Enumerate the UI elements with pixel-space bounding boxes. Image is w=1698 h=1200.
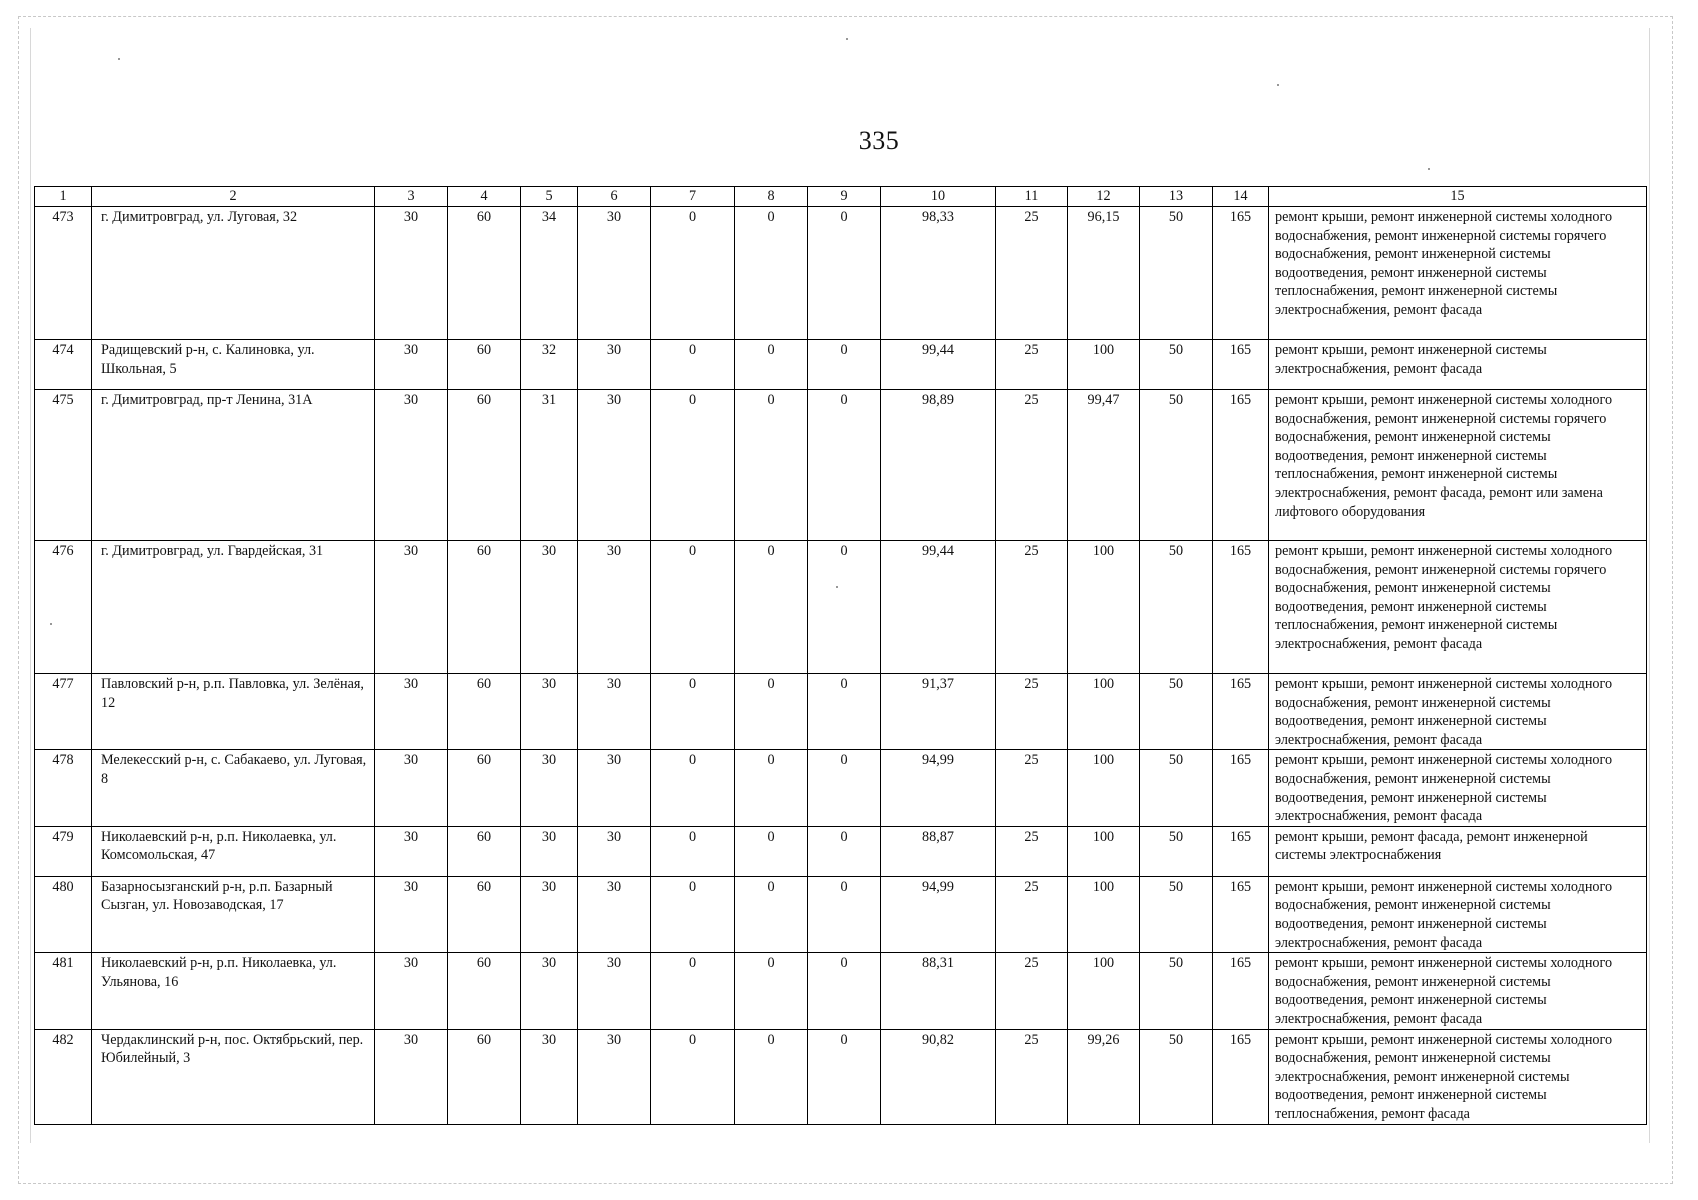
value-cell: 30	[521, 953, 578, 1029]
column-header: 9	[808, 187, 881, 207]
works-cell: ремонт крыши, ремонт инженерной системы холодного водоснабжения, ремонт инженерной системы горячего водоснабжения, ремонт инженерной системы водоотведения, ремонт инженерной системы теплоснабжения, ремонт инженерной системы электроснабжения, ремонт фасада	[1269, 541, 1647, 674]
value-cell: 0	[808, 541, 881, 674]
works-cell: ремонт крыши, ремонт фасада, ремонт инженерной системы электроснабжения	[1269, 826, 1647, 876]
value-cell: 34	[521, 207, 578, 340]
row-number: 473	[35, 207, 92, 340]
scan-speck	[1428, 168, 1430, 170]
value-cell: 60	[448, 826, 521, 876]
value-cell: 165	[1213, 390, 1269, 541]
works-cell: ремонт крыши, ремонт инженерной системы холодного водоснабжения, ремонт инженерной системы горячего водоснабжения, ремонт инженерной системы водоотведения, ремонт инженерной системы теплоснабжения, ремонт инженерной системы электроснабжения, ремонт фасада	[1269, 207, 1647, 340]
value-cell: 50	[1140, 674, 1213, 750]
column-header: 10	[881, 187, 996, 207]
address-cell: Павловский р-н, р.п. Павловка, ул. Зелёная, 12	[92, 674, 375, 750]
value-cell: 50	[1140, 390, 1213, 541]
value-cell: 0	[735, 1029, 808, 1124]
value-cell: 50	[1140, 876, 1213, 952]
value-cell: 98,89	[881, 390, 996, 541]
value-cell: 0	[808, 340, 881, 390]
value-cell: 30	[375, 207, 448, 340]
value-cell: 0	[651, 1029, 735, 1124]
table-row	[35, 953, 1647, 1029]
value-cell: 0	[651, 953, 735, 1029]
value-cell: 60	[448, 953, 521, 1029]
value-cell: 0	[651, 541, 735, 674]
address-cell: Николаевский р-н, р.п. Николаевка, ул. Ульянова, 16	[92, 953, 375, 1029]
value-cell: 25	[996, 953, 1068, 1029]
column-header: 13	[1140, 187, 1213, 207]
scan-speck	[846, 38, 848, 40]
column-header: 8	[735, 187, 808, 207]
table-row	[35, 1029, 1647, 1124]
value-cell: 100	[1068, 750, 1140, 826]
row-number: 479	[35, 826, 92, 876]
table-row	[35, 390, 1647, 541]
works-cell: ремонт крыши, ремонт инженерной системы холодного водоснабжения, ремонт инженерной системы водоотведения, ремонт инженерной системы электроснабжения, ремонт фасада	[1269, 876, 1647, 952]
value-cell: 0	[651, 750, 735, 826]
value-cell: 30	[578, 1029, 651, 1124]
value-cell: 30	[578, 674, 651, 750]
value-cell: 0	[808, 876, 881, 952]
value-cell: 30	[578, 826, 651, 876]
row-number: 481	[35, 953, 92, 1029]
value-cell: 88,31	[881, 953, 996, 1029]
value-cell: 30	[375, 826, 448, 876]
value-cell: 0	[808, 953, 881, 1029]
value-cell: 50	[1140, 340, 1213, 390]
table-row	[35, 750, 1647, 826]
value-cell: 60	[448, 750, 521, 826]
value-cell: 94,99	[881, 876, 996, 952]
value-cell: 91,37	[881, 674, 996, 750]
value-cell: 30	[375, 953, 448, 1029]
address-cell: Чердаклинский р-н, пос. Октябрьский, пер. Юбилейный, 3	[92, 1029, 375, 1124]
address-cell: Мелекесский р-н, с. Сабакаево, ул. Луговая, 8	[92, 750, 375, 826]
value-cell: 30	[375, 876, 448, 952]
value-cell: 25	[996, 340, 1068, 390]
value-cell: 30	[521, 1029, 578, 1124]
value-cell: 50	[1140, 953, 1213, 1029]
column-header: 2	[92, 187, 375, 207]
value-cell: 0	[735, 674, 808, 750]
value-cell: 30	[521, 876, 578, 952]
table-row	[35, 541, 1647, 674]
value-cell: 25	[996, 390, 1068, 541]
address-cell: Николаевский р-н, р.п. Николаевка, ул. Комсомольская, 47	[92, 826, 375, 876]
value-cell: 99,47	[1068, 390, 1140, 541]
table-row	[35, 340, 1647, 390]
value-cell: 30	[375, 541, 448, 674]
row-number: 482	[35, 1029, 92, 1124]
value-cell: 165	[1213, 826, 1269, 876]
column-header: 3	[375, 187, 448, 207]
value-cell: 30	[521, 750, 578, 826]
value-cell: 100	[1068, 876, 1140, 952]
value-cell: 0	[735, 541, 808, 674]
table-row	[35, 876, 1647, 952]
works-cell: ремонт крыши, ремонт инженерной системы холодного водоснабжения, ремонт инженерной системы электроснабжения, ремонт инженерной системы водоотведения, ремонт инженерной системы теплоснабжения, ремонт фасада	[1269, 1029, 1647, 1124]
value-cell: 32	[521, 340, 578, 390]
value-cell: 165	[1213, 207, 1269, 340]
value-cell: 99,44	[881, 541, 996, 674]
column-header: 7	[651, 187, 735, 207]
value-cell: 25	[996, 207, 1068, 340]
address-cell: г. Димитровград, пр-т Ленина, 31А	[92, 390, 375, 541]
value-cell: 0	[808, 826, 881, 876]
value-cell: 100	[1068, 674, 1140, 750]
value-cell: 60	[448, 541, 521, 674]
table-row	[35, 207, 1647, 340]
value-cell: 99,26	[1068, 1029, 1140, 1124]
value-cell: 50	[1140, 541, 1213, 674]
value-cell: 0	[808, 1029, 881, 1124]
value-cell: 98,33	[881, 207, 996, 340]
table-row	[35, 674, 1647, 750]
value-cell: 100	[1068, 826, 1140, 876]
page-number: 335	[858, 126, 900, 155]
scan-speck	[1277, 84, 1279, 86]
value-cell: 100	[1068, 953, 1140, 1029]
value-cell: 50	[1140, 1029, 1213, 1124]
value-cell: 100	[1068, 340, 1140, 390]
value-cell: 60	[448, 340, 521, 390]
value-cell: 30	[375, 674, 448, 750]
scan-speck	[118, 58, 120, 60]
address-cell: Радищевский р-н, с. Калиновка, ул. Школьная, 5	[92, 340, 375, 390]
value-cell: 0	[651, 207, 735, 340]
value-cell: 165	[1213, 1029, 1269, 1124]
works-cell: ремонт крыши, ремонт инженерной системы холодного водоснабжения, ремонт инженерной системы водоотведения, ремонт инженерной системы электроснабжения, ремонт фасада	[1269, 750, 1647, 826]
table-header-row	[35, 187, 1647, 207]
value-cell: 30	[578, 541, 651, 674]
value-cell: 165	[1213, 750, 1269, 826]
column-header: 15	[1269, 187, 1647, 207]
value-cell: 90,82	[881, 1029, 996, 1124]
value-cell: 99,44	[881, 340, 996, 390]
column-header: 12	[1068, 187, 1140, 207]
value-cell: 0	[808, 674, 881, 750]
value-cell: 165	[1213, 674, 1269, 750]
value-cell: 30	[578, 750, 651, 826]
column-header: 14	[1213, 187, 1269, 207]
table-container	[34, 186, 1646, 1125]
value-cell: 165	[1213, 876, 1269, 952]
value-cell: 30	[521, 541, 578, 674]
value-cell: 30	[578, 340, 651, 390]
value-cell: 60	[448, 674, 521, 750]
column-header: 1	[35, 187, 92, 207]
value-cell: 30	[578, 207, 651, 340]
value-cell: 30	[578, 390, 651, 541]
address-cell: г. Димитровград, ул. Луговая, 32	[92, 207, 375, 340]
column-header: 6	[578, 187, 651, 207]
row-number: 478	[35, 750, 92, 826]
value-cell: 0	[735, 750, 808, 826]
value-cell: 50	[1140, 826, 1213, 876]
value-cell: 30	[521, 674, 578, 750]
value-cell: 25	[996, 826, 1068, 876]
value-cell: 50	[1140, 207, 1213, 340]
value-cell: 0	[808, 207, 881, 340]
value-cell: 25	[996, 1029, 1068, 1124]
value-cell: 30	[578, 953, 651, 1029]
value-cell: 94,99	[881, 750, 996, 826]
value-cell: 60	[448, 1029, 521, 1124]
row-number: 475	[35, 390, 92, 541]
repair-works-table	[34, 186, 1647, 1125]
value-cell: 25	[996, 674, 1068, 750]
value-cell: 60	[448, 390, 521, 541]
value-cell: 88,87	[881, 826, 996, 876]
value-cell: 0	[735, 953, 808, 1029]
value-cell: 0	[735, 340, 808, 390]
value-cell: 50	[1140, 750, 1213, 826]
address-cell: Базарносызганский р-н, р.п. Базарный Сызган, ул. Новозаводская, 17	[92, 876, 375, 952]
column-header: 5	[521, 187, 578, 207]
value-cell: 31	[521, 390, 578, 541]
column-header: 11	[996, 187, 1068, 207]
value-cell: 30	[375, 750, 448, 826]
value-cell: 96,15	[1068, 207, 1140, 340]
value-cell: 25	[996, 876, 1068, 952]
value-cell: 30	[375, 1029, 448, 1124]
value-cell: 0	[651, 340, 735, 390]
column-header: 4	[448, 187, 521, 207]
works-cell: ремонт крыши, ремонт инженерной системы холодного водоснабжения, ремонт инженерной системы водоотведения, ремонт инженерной системы электроснабжения, ремонт фасада	[1269, 953, 1647, 1029]
value-cell: 0	[735, 826, 808, 876]
row-number: 477	[35, 674, 92, 750]
row-number: 474	[35, 340, 92, 390]
value-cell: 165	[1213, 953, 1269, 1029]
value-cell: 30	[521, 826, 578, 876]
value-cell: 30	[375, 390, 448, 541]
works-cell: ремонт крыши, ремонт инженерной системы электроснабжения, ремонт фасада	[1269, 340, 1647, 390]
value-cell: 0	[651, 876, 735, 952]
value-cell: 0	[651, 390, 735, 541]
row-number: 480	[35, 876, 92, 952]
works-cell: ремонт крыши, ремонт инженерной системы холодного водоснабжения, ремонт инженерной системы горячего водоснабжения, ремонт инженерной системы водоотведения, ремонт инженерной системы теплоснабжения, ремонт инженерной системы электроснабжения, ремонт фасада, ремонт или замена лифтового оборудования	[1269, 390, 1647, 541]
value-cell: 30	[578, 876, 651, 952]
works-cell: ремонт крыши, ремонт инженерной системы холодного водоснабжения, ремонт инженерной системы водоотведения, ремонт инженерной системы электроснабжения, ремонт фасада	[1269, 674, 1647, 750]
value-cell: 100	[1068, 541, 1140, 674]
value-cell: 25	[996, 541, 1068, 674]
value-cell: 60	[448, 207, 521, 340]
value-cell: 25	[996, 750, 1068, 826]
value-cell: 0	[735, 876, 808, 952]
address-cell: г. Димитровград, ул. Гвардейская, 31	[92, 541, 375, 674]
value-cell: 0	[735, 390, 808, 541]
value-cell: 165	[1213, 340, 1269, 390]
value-cell: 0	[808, 750, 881, 826]
row-number: 476	[35, 541, 92, 674]
value-cell: 0	[651, 826, 735, 876]
value-cell: 0	[808, 390, 881, 541]
value-cell: 0	[651, 674, 735, 750]
value-cell: 60	[448, 876, 521, 952]
table-row	[35, 826, 1647, 876]
value-cell: 0	[735, 207, 808, 340]
value-cell: 30	[375, 340, 448, 390]
value-cell: 165	[1213, 541, 1269, 674]
